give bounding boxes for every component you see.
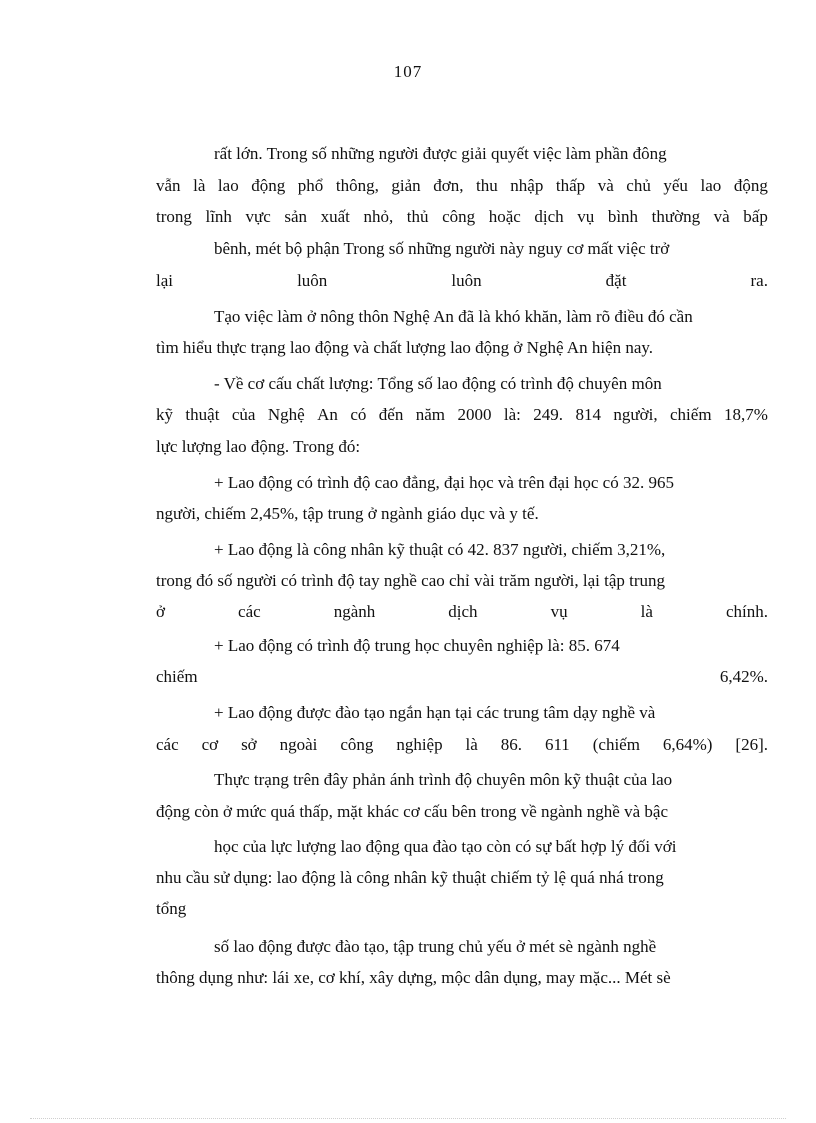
text-line: tìm hiểu thực trạng lao động và chất lượng lao động ở Nghệ An hiện nay. [156, 338, 654, 357]
word: 249. [533, 405, 564, 424]
word: An [317, 405, 338, 424]
text-line [156, 404, 768, 426]
text-line: Tạo việc làm ở nông thôn Nghệ An đã là khó khăn, làm rõ điều đó cần [214, 307, 693, 326]
word: thấp [555, 176, 586, 195]
spread-line [156, 666, 768, 688]
text-line [156, 175, 768, 197]
word: lại [156, 271, 173, 290]
text-line: học của lực lượng lao động qua đào tạo còn có sự bất hợp lý đối với [214, 837, 677, 856]
text-line: rất lớn. Trong số những người được giải quyết việc làm phần đông [214, 144, 667, 163]
word: ra. [750, 271, 768, 290]
word: phổ [297, 176, 324, 195]
word: là: [503, 405, 521, 424]
text-line: bênh, mét bộ phận Trong số những người này nguy cơ mất việc trở [214, 239, 670, 258]
word: động [733, 176, 768, 195]
text-line: trong đó số người có trình độ tay nghề cao chỉ vài trăm người, lại tập trung [156, 571, 665, 590]
page-number: 107 [393, 62, 423, 81]
text-line: nhu cầu sử dụng: lao động là công nhân kỹ thuật chiếm tỷ lệ quá nhá trong [156, 868, 664, 887]
word: và [597, 176, 614, 195]
word: các [156, 735, 179, 754]
word: vực [245, 207, 271, 226]
word: 814 [575, 405, 601, 424]
word: luôn [297, 271, 328, 290]
word: Nghệ [267, 405, 305, 424]
word: là [465, 735, 478, 754]
word: nhỏ, [363, 207, 394, 226]
word: năm [415, 405, 446, 424]
spread-line [156, 270, 768, 292]
word: (chiếm [592, 735, 640, 754]
text-line [156, 206, 768, 228]
word: kỹ [156, 405, 173, 424]
word: đặt [605, 271, 627, 290]
word: nhập [510, 176, 544, 195]
text-line: + Lao động có trình độ cao đẳng, đại học và trên đại học có 32. 965 [214, 473, 674, 492]
word: nghiệp [396, 735, 443, 754]
word: giản [391, 176, 421, 195]
text-line: + Lao động là công nhân kỹ thuật có 42. 837 người, chiếm 3,21%, [214, 540, 666, 559]
word: thông, [335, 176, 379, 195]
text-line: lực lượng lao động. Trong đó: [156, 437, 361, 456]
word: lao [700, 176, 722, 195]
spread-line [156, 734, 768, 756]
word: đơn, [433, 176, 464, 195]
word: 18,7% [723, 405, 768, 424]
word: sản [284, 207, 308, 226]
word: công [442, 207, 476, 226]
word: ở [156, 602, 165, 621]
word: vụ [550, 602, 568, 621]
word: ngành [333, 602, 376, 621]
text-line: - Về cơ cấu chất lượng: Tổng số lao động có trình độ chuyên môn [214, 374, 662, 393]
text-line: người, chiếm 2,45%, tập trung ở ngành giáo dục và y tế. [156, 504, 539, 523]
text-line: số lao động được đào tạo, tập trung chủ yếu ở mét sè ngành nghề [214, 937, 657, 956]
text-line: + Lao động được đào tạo ngắn hạn tại các trung tâm dạy nghề và [214, 703, 656, 722]
word: vẫn [156, 176, 181, 195]
word: và [713, 207, 730, 226]
text-line: động còn ở mức quá thấp, mặt khác cơ cấu bên trong về ngành nghề và bậc [156, 802, 668, 821]
word: chiếm [156, 667, 198, 686]
word: dịch [448, 602, 478, 621]
word: đến [378, 405, 404, 424]
word: thuật [185, 405, 220, 424]
word: vụ [577, 207, 595, 226]
word: động [251, 176, 286, 195]
word: luôn [451, 271, 482, 290]
word: sở [241, 735, 257, 754]
text-line: tổng [156, 899, 187, 918]
text-line: Thực trạng trên đây phản ánh trình độ chuyên môn kỹ thuật của lao [214, 770, 673, 789]
word: 6,64%) [662, 735, 713, 754]
word: 2000 [457, 405, 492, 424]
word: các [238, 602, 261, 621]
word: thu [476, 176, 498, 195]
word: xuất [320, 207, 350, 226]
word: người, [613, 405, 658, 424]
word: của [231, 405, 256, 424]
word: có [350, 405, 367, 424]
word: 611 [544, 735, 570, 754]
word: cơ [201, 735, 219, 754]
word: là [640, 602, 653, 621]
word: yếu [663, 176, 688, 195]
word: công [340, 735, 374, 754]
word: bấp [743, 207, 768, 226]
word: [26]. [735, 735, 768, 754]
word: chủ [626, 176, 651, 195]
text-line: + Lao động có trình độ trung học chuyên nghiệp là: 85. 674 [214, 636, 620, 655]
word: lao [217, 176, 239, 195]
spread-line [156, 601, 768, 623]
word: trong [156, 207, 192, 226]
word: ngoài [279, 735, 318, 754]
page-bottom-divider [30, 1118, 786, 1119]
word: 86. [500, 735, 522, 754]
word: lĩnh [205, 207, 232, 226]
word: thường [651, 207, 701, 226]
word: bình [607, 207, 639, 226]
word: là [193, 176, 206, 195]
word: hoặc [488, 207, 521, 226]
word: 6,42%. [719, 667, 768, 686]
word: chiếm [670, 405, 712, 424]
text-line: thông dụng như: lái xe, cơ khí, xây dựng, mộc dân dụng, may mặc... Mét sè [156, 968, 671, 987]
word: thủ [406, 207, 429, 226]
word: chính. [725, 602, 768, 621]
word: dịch [534, 207, 564, 226]
